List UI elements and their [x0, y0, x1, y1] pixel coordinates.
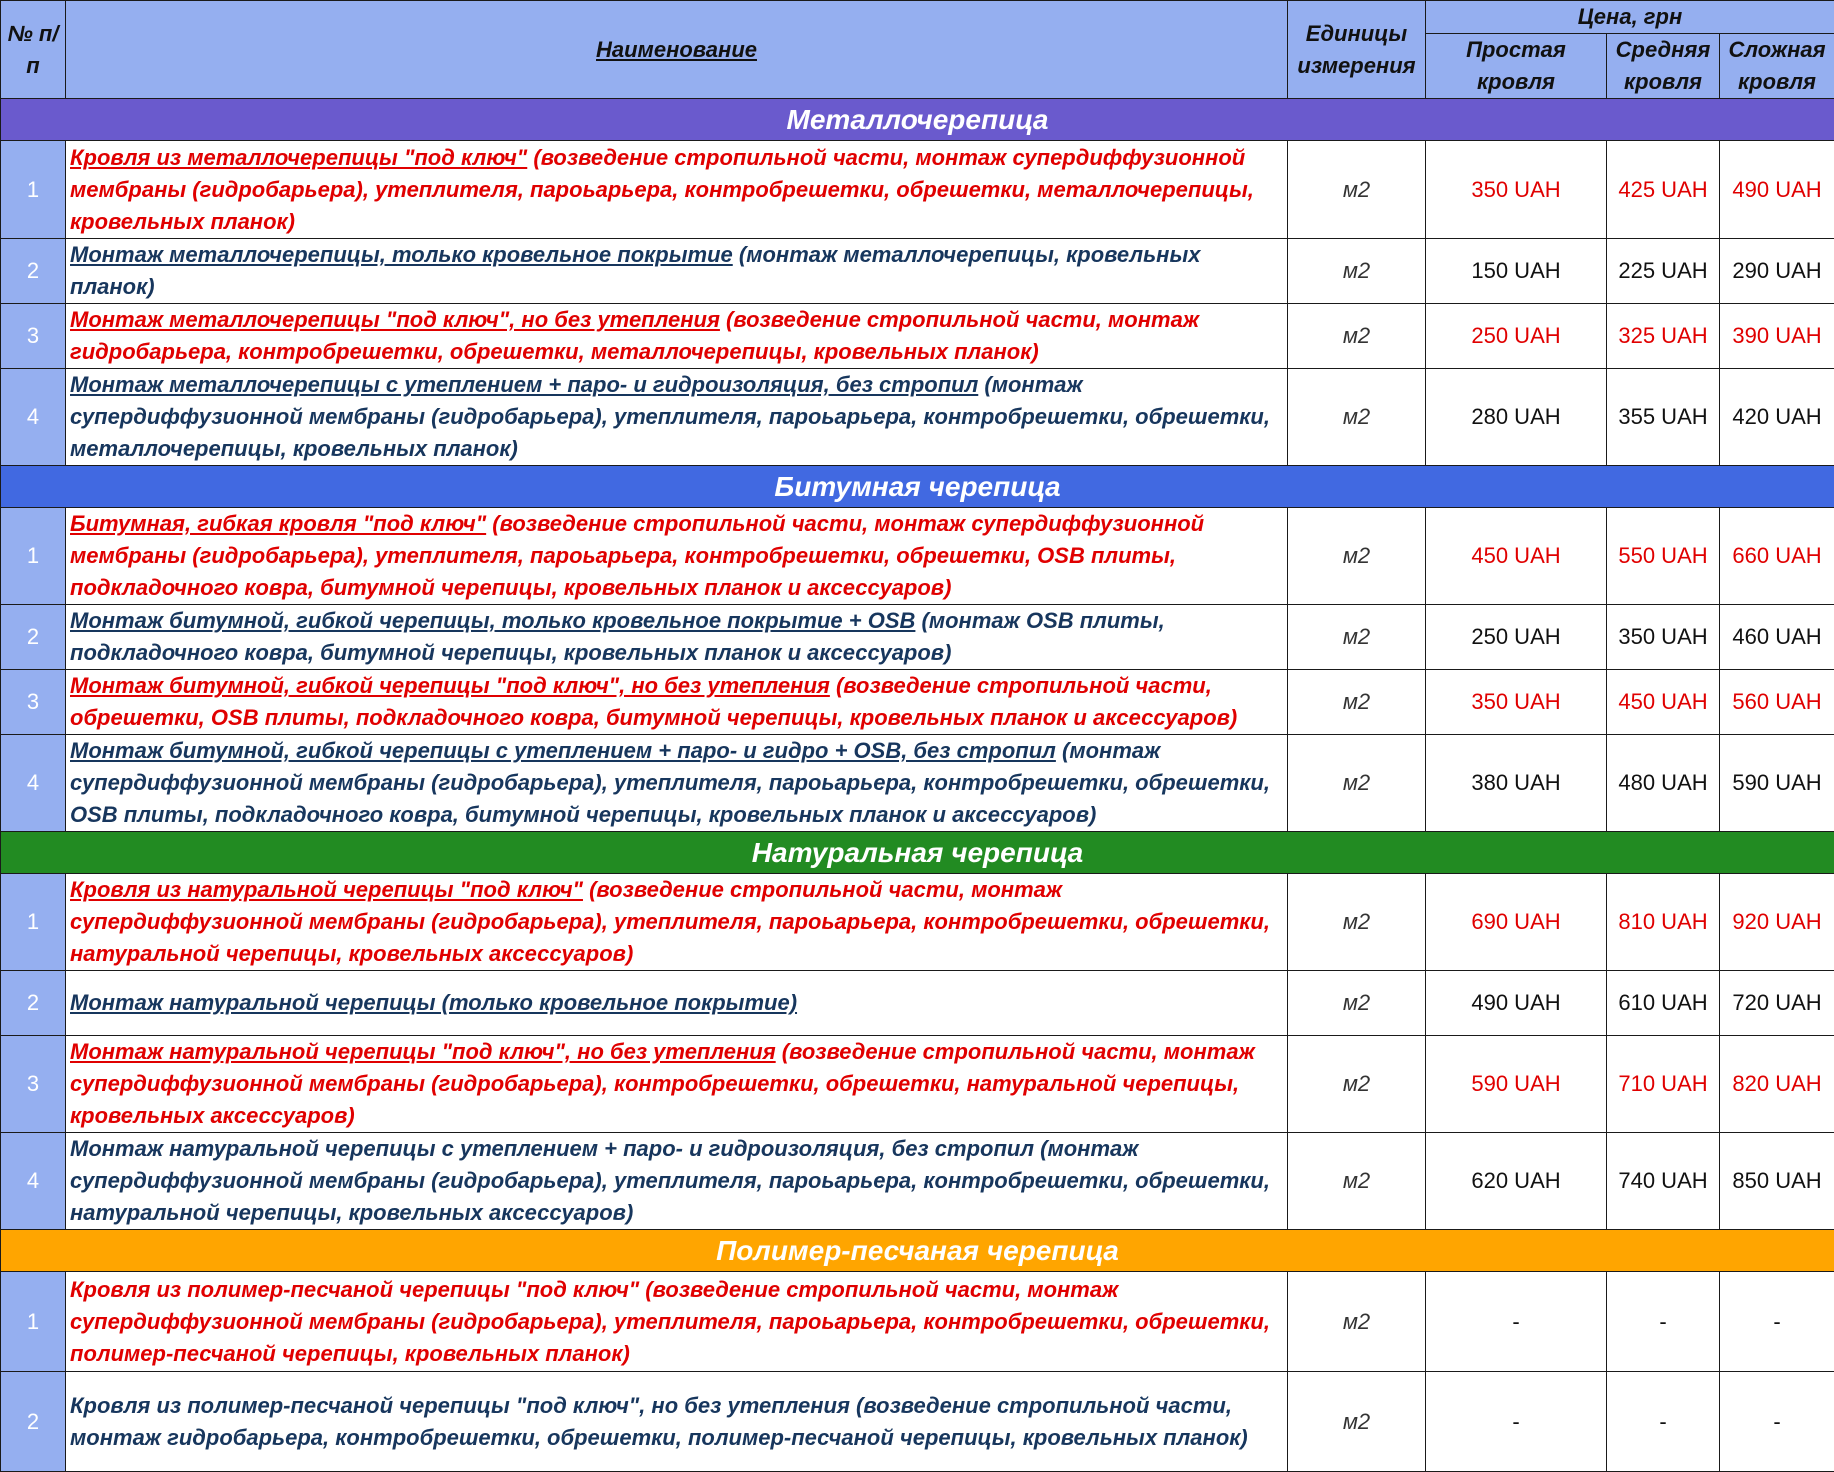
- row-title: Битумная, гибкая кровля "под ключ": [70, 511, 486, 536]
- row-description: [66, 1036, 1288, 1133]
- row-num: 3: [1, 670, 66, 735]
- row-num: 4: [1, 735, 66, 832]
- row-num: 1: [1, 141, 66, 239]
- price-complex: 390 UAH: [1720, 304, 1834, 369]
- header-num: № п/п: [1, 1, 66, 99]
- price-medium: 450 UAH: [1607, 670, 1720, 735]
- price-complex: 590 UAH: [1720, 735, 1834, 832]
- row-unit: м2: [1288, 1272, 1426, 1372]
- row-unit: м2: [1288, 1036, 1426, 1133]
- row-description: [66, 971, 1288, 1036]
- price-simple: -: [1426, 1372, 1607, 1472]
- price-complex: -: [1720, 1372, 1834, 1472]
- row-num: 2: [1, 1372, 66, 1472]
- table-row: [1, 369, 1834, 466]
- row-title: Монтаж металлочерепицы "под ключ", но без утепления: [70, 307, 720, 332]
- price-medium: 355 UAH: [1607, 369, 1720, 466]
- row-description: [66, 670, 1288, 735]
- price-medium: -: [1607, 1372, 1720, 1472]
- price-simple: 490 UAH: [1426, 971, 1607, 1036]
- price-simple: 150 UAH: [1426, 239, 1607, 304]
- price-complex: 720 UAH: [1720, 971, 1834, 1036]
- row-title: Монтаж натуральной черепицы с утеплением + паро- и гидроизоляция, без стропил (монтаж супердиффузионной мембраны (гидробарьера), утеплителя, пароьарьера, контробрешетки, обрешетки, натуральной черепицы, кровельных аксессуаров): [70, 1136, 1270, 1225]
- table-row: [1, 605, 1834, 670]
- row-description: [66, 1272, 1288, 1372]
- price-simple: 350 UAH: [1426, 670, 1607, 735]
- price-complex: 660 UAH: [1720, 508, 1834, 605]
- price-medium: 480 UAH: [1607, 735, 1720, 832]
- row-description: [66, 1133, 1288, 1230]
- row-unit: м2: [1288, 369, 1426, 466]
- row-description: [66, 1372, 1288, 1472]
- row-details: (возведение стропильной части, монтаж супердиффузионной мембраны (гидробарьера), утеплителя, пароьарьера, контробрешетки, обрешетки, натуральной черепицы, кровельных аксессуаров): [70, 877, 1270, 966]
- row-unit: м2: [1288, 239, 1426, 304]
- price-medium: 425 UAH: [1607, 141, 1720, 239]
- row-unit: м2: [1288, 1372, 1426, 1472]
- row-title: Кровля из металлочерепицы "под ключ": [70, 145, 527, 170]
- table-row: [1, 239, 1834, 304]
- row-details: (монтаж OSB плиты, подкладочного ковра, битумной черепицы, кровельных планок и аксессуаров): [70, 608, 1165, 665]
- price-simple: 450 UAH: [1426, 508, 1607, 605]
- table-row: [1, 304, 1834, 369]
- row-num: 2: [1, 239, 66, 304]
- row-description: [66, 141, 1288, 239]
- price-simple: 250 UAH: [1426, 304, 1607, 369]
- section-header-natural: [1, 832, 1834, 874]
- section-header-polymer: [1, 1230, 1834, 1272]
- row-description: [66, 508, 1288, 605]
- row-title: Монтаж металлочерепицы, только кровельное покрытие: [70, 242, 733, 267]
- section-title: Полимер-песчаная черепица: [1, 1230, 1834, 1272]
- row-description: [66, 874, 1288, 971]
- price-complex: 850 UAH: [1720, 1133, 1834, 1230]
- price-medium: 550 UAH: [1607, 508, 1720, 605]
- price-medium: 740 UAH: [1607, 1133, 1720, 1230]
- row-details: (монтаж металлочерепицы, кровельных планок): [70, 242, 1200, 299]
- header-simple: Простая кровля: [1426, 34, 1607, 99]
- row-details: (возведение стропильной части, обрешетки, OSB плиты, подкладочного ковра, битумной черепицы, кровельных планок и аксессуаров): [70, 673, 1237, 730]
- price-complex: 560 UAH: [1720, 670, 1834, 735]
- row-description: [66, 304, 1288, 369]
- row-unit: м2: [1288, 304, 1426, 369]
- price-complex: 490 UAH: [1720, 141, 1834, 239]
- row-details: (возведение стропильной части, монтаж супердиффузионной мембраны (гидробарьера), утеплителя, пароьарьера, контробрешетки, обрешетки, металлочерепицы, кровельных планок): [70, 145, 1254, 234]
- table-row: [1, 141, 1834, 239]
- row-num: 3: [1, 1036, 66, 1133]
- row-unit: м2: [1288, 874, 1426, 971]
- row-num: 2: [1, 971, 66, 1036]
- row-unit: м2: [1288, 971, 1426, 1036]
- price-medium: 610 UAH: [1607, 971, 1720, 1036]
- row-unit: м2: [1288, 1133, 1426, 1230]
- header-name: [66, 1, 1288, 99]
- price-medium: 325 UAH: [1607, 304, 1720, 369]
- price-simple: 380 UAH: [1426, 735, 1607, 832]
- row-details: (монтаж супердиффузионной мембраны (гидробарьера), утеплителя, пароьарьера, контробрешетки, обрешетки, металлочерепицы, кровельных планок): [70, 372, 1270, 461]
- header-price: Цена, грн: [1426, 1, 1834, 34]
- row-num: 1: [1, 508, 66, 605]
- price-simple: 620 UAH: [1426, 1133, 1607, 1230]
- row-details: (монтаж супердиффузионной мембраны (гидробарьера), утеплителя, пароьарьера, контробрешетки, обрешетки, OSB плиты, подкладочного ковра, битумной черепицы, кровельных планок и аксессуаров): [70, 738, 1270, 827]
- row-description: [66, 605, 1288, 670]
- price-simple: 280 UAH: [1426, 369, 1607, 466]
- row-title: Монтаж битумной, гибкой черепицы "под ключ", но без утепления: [70, 673, 830, 698]
- row-title: Монтаж натуральной черепицы "под ключ", но без утепления: [70, 1039, 776, 1064]
- price-medium: -: [1607, 1272, 1720, 1372]
- row-num: 3: [1, 304, 66, 369]
- price-complex: 290 UAH: [1720, 239, 1834, 304]
- row-details: (возведение стропильной части, монтаж супердиффузионной мембраны (гидробарьера), утеплителя, пароьарьера, контробрешетки, обрешетки, OSB плиты, подкладочного ковра, битумной черепицы, кровельных планок и аксессуаров): [70, 511, 1204, 600]
- row-details: (возведение стропильной части, монтаж гидробарьера, контробрешетки, обрешетки, металлочерепицы, кровельных планок): [70, 307, 1199, 364]
- row-title: Монтаж битумной, гибкой черепицы с утеплением + паро- и гидро + OSB, без стропил: [70, 738, 1056, 763]
- row-description: [66, 239, 1288, 304]
- header-unit: Единицы измерения: [1288, 1, 1426, 99]
- price-medium: 710 UAH: [1607, 1036, 1720, 1133]
- row-num: 1: [1, 874, 66, 971]
- header-medium: Средняя кровля: [1607, 34, 1720, 99]
- price-simple: 590 UAH: [1426, 1036, 1607, 1133]
- table-row: [1, 1133, 1834, 1230]
- row-title: Кровля из полимер-песчаной черепицы "под ключ" (возведение стропильной части, монтаж супердиффузионной мембраны (гидробарьера), утеплителя, пароьарьера, контробрешетки, обрешетки, полимер-песчаной черепицы, кровельных планок): [70, 1277, 1270, 1366]
- row-unit: м2: [1288, 605, 1426, 670]
- price-medium: 810 UAH: [1607, 874, 1720, 971]
- row-title: Монтаж битумной, гибкой черепицы, только кровельное покрытие + OSB: [70, 608, 915, 633]
- row-title: Монтаж металлочерепицы с утеплением + паро- и гидроизоляция, без стропил: [70, 372, 978, 397]
- table-row: [1, 670, 1834, 735]
- table-row: [1, 735, 1834, 832]
- price-simple: 250 UAH: [1426, 605, 1607, 670]
- row-details: (возведение стропильной части, монтаж супердиффузионной мембраны (гидробарьера), контробрешетки, обрешетки, натуральной черепицы, кровельных аксессуаров): [70, 1039, 1255, 1128]
- row-num: 4: [1, 1133, 66, 1230]
- section-header-bitumen: [1, 466, 1834, 508]
- row-title: Монтаж натуральной черепицы (только кровельное покрытие): [70, 990, 797, 1015]
- table-row: [1, 1272, 1834, 1372]
- row-num: 1: [1, 1272, 66, 1372]
- price-complex: 820 UAH: [1720, 1036, 1834, 1133]
- row-description: [66, 369, 1288, 466]
- row-unit: м2: [1288, 508, 1426, 605]
- row-num: 2: [1, 605, 66, 670]
- price-simple: 690 UAH: [1426, 874, 1607, 971]
- price-simple: -: [1426, 1272, 1607, 1372]
- header-name-label: Наименование: [596, 37, 757, 62]
- price-complex: 920 UAH: [1720, 874, 1834, 971]
- price-medium: 225 UAH: [1607, 239, 1720, 304]
- row-description: [66, 735, 1288, 832]
- section-header-metal: [1, 99, 1834, 141]
- row-unit: м2: [1288, 141, 1426, 239]
- price-complex: 420 UAH: [1720, 369, 1834, 466]
- price-medium: 350 UAH: [1607, 605, 1720, 670]
- table-row: [1, 1372, 1834, 1472]
- table-row: [1, 971, 1834, 1036]
- price-simple: 350 UAH: [1426, 141, 1607, 239]
- price-complex: 460 UAH: [1720, 605, 1834, 670]
- row-num: 4: [1, 369, 66, 466]
- row-unit: м2: [1288, 735, 1426, 832]
- price-complex: -: [1720, 1272, 1834, 1372]
- table-row: [1, 1036, 1834, 1133]
- header-complex: Сложная кровля: [1720, 34, 1834, 99]
- row-unit: м2: [1288, 670, 1426, 735]
- section-title: Натуральная черепица: [1, 832, 1834, 874]
- table-row: [1, 874, 1834, 971]
- section-title: Битумная черепица: [1, 466, 1834, 508]
- row-title: Кровля из натуральной черепицы "под ключ": [70, 877, 583, 902]
- row-title: Кровля из полимер-песчаной черепицы "под ключ", но без утепления (возведение стропильной части, монтаж гидробарьера, контробрешетки, обрешетки, полимер-песчаной черепицы, кровельных планок): [70, 1393, 1248, 1450]
- table-row: [1, 508, 1834, 605]
- section-title: Металлочерепица: [1, 99, 1834, 141]
